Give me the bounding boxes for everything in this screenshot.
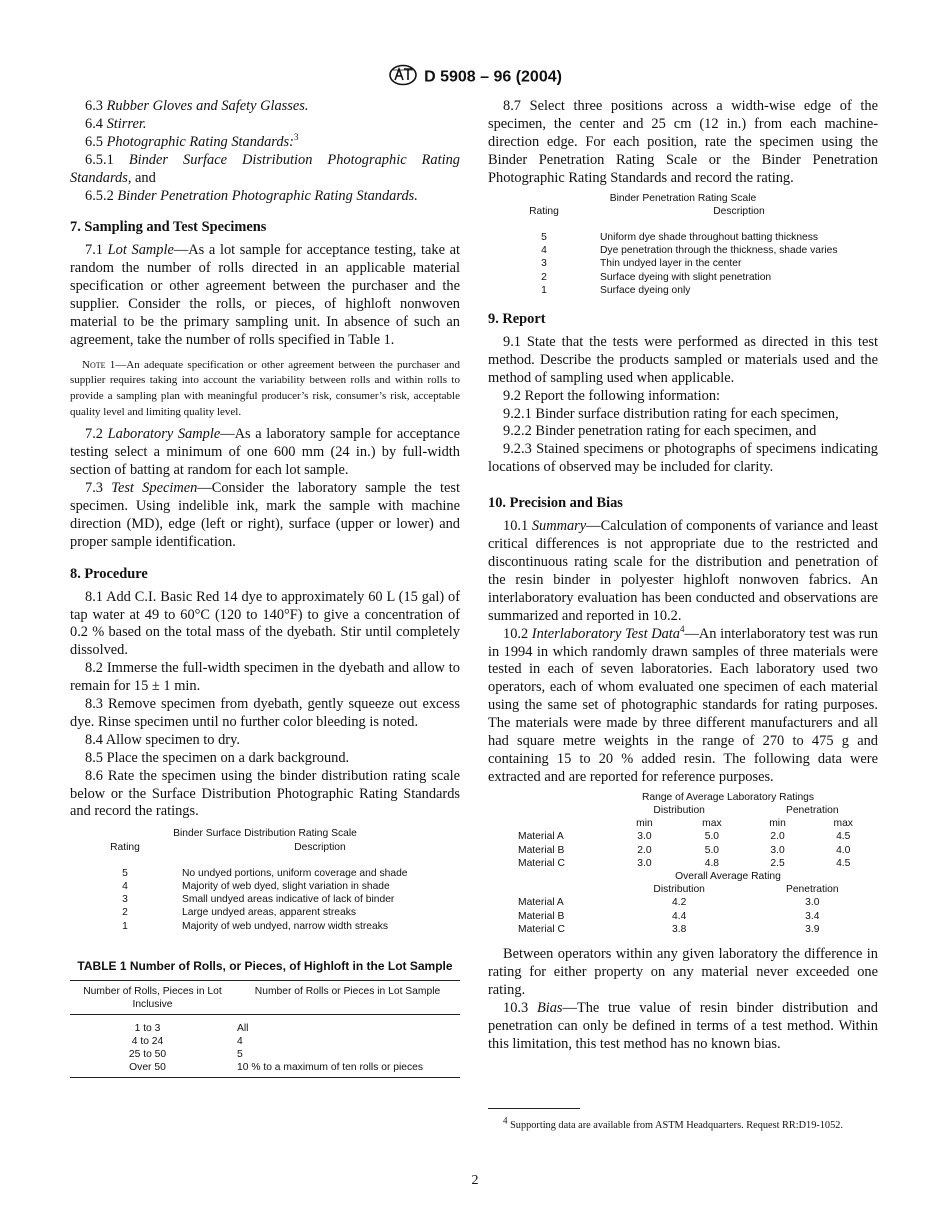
footnote-divider [488, 1108, 580, 1109]
table-row: 4 to 24 4 [131, 1035, 243, 1047]
section-6-5-2: 6.5.2 Binder Penetration Photographic Rating Standards. [85, 187, 418, 204]
paragraph-7-2: 7.2 Laboratory Sample—As a laboratory sample for acceptance testing select a minimum of one 600 mm (24 in.) by full-width section of batting at random for each lot sample. [70, 426, 460, 479]
paragraph-9-1: 9.1 State that the tests were performed as directed in this test method. Describe the products sampled or materials used and the method of sampling used when applicable. [488, 333, 878, 386]
paragraph-8-6: 8.6 Rate the specimen using the binder distribution rating scale below or the Surface Distribution Photographic Rating Standards and record the ratings. [70, 767, 460, 820]
table-row: 4 Dye penetration through the thickness, shade varies [541, 245, 838, 257]
section-6-3: 6.3 Rubber Gloves and Safety Glasses. [85, 98, 309, 114]
paragraph-9-2-1: 9.2.1 Binder surface distribution rating for each specimen, [503, 405, 839, 422]
paragraph-8-3: 8.3 Remove specimen from dyebath, gently squeeze out excess dye. Rinse specimen until no further color bleeding is noted. [70, 696, 460, 730]
surface-scale-table [70, 841, 460, 933]
paragraph-7-3: 7.3 Test Specimen—Consider the laboratory sample the test specimen. Using indelible ink, mark the sample with machine direction (MD), edge (left or right), surface (upper or lower) and proper sample identification. [70, 479, 460, 550]
ilab-overall-title: Overall Average Rating [675, 871, 781, 883]
table-1-caption: TABLE 1 Number of Rolls, or Pieces, of Highloft in the Lot Sample [77, 958, 453, 973]
table-1-header-sample: Number of Rolls or Pieces in Lot Sample [235, 980, 460, 1014]
paragraph-9-2-3: 9.2.3 Stained specimens or photographs of specimens indicating locations of observed may be included for clarity. [488, 441, 878, 476]
table-row: 5 No undyed portions, uniform coverage and shade [122, 867, 408, 879]
paragraph-10-2: 10.2 Interlaboratory Test Data$^4$—An interlaboratory test was run in 1994 in which randomly drawn samples of three materials were tested in each of seven laboratories. Each laboratory used two operators, each of whom evaluated one specimen of each material using the same set of photographic standards for rating purposes. The materials were made by three different manufacturers and all had square metre weights in the range of 270 to 475 g and containing 15 to 20 % added resin. The following data were extracted and are reported for reference purposes. [488, 623, 878, 785]
penetration-scale-table [488, 205, 878, 297]
paragraph-8-5: 8.5 Place the specimen on a dark background. [85, 749, 350, 766]
table-row: Material C 3.0 4.8 2.5 4.5 [518, 857, 851, 869]
paragraph-between-operators: Between operators within any given laboratory the difference in rating for either property on any material never exceeded one rating. [488, 946, 878, 998]
table-row: 3 Small undyed areas indicative of lack of binder [122, 894, 395, 906]
note-1: Note 1—An adequate specification or other agreement between the purchaser and supplier requires taking into account the variability between rolls and within rolls to provide a sampling plan with meaningful producer’s risk, consumer’s risk, acceptable quality level and limiting quality level. [70, 358, 460, 418]
ilab-pen-min-header: min [769, 818, 786, 830]
footnote-4: $^4$ Supporting data are available from ASTM Headquarters. Request RR:D19-1052. [503, 1115, 843, 1131]
paragraph-9-2-2: 9.2.2 Binder penetration rating for each specimen, and [503, 423, 817, 440]
surface-scale-col-description: Description [294, 841, 346, 853]
table-row: 2 Large undyed areas, apparent streaks [122, 907, 357, 919]
section-6-5: 6.5 Photographic Rating Standards:$^3$ [85, 132, 299, 150]
table-row: 3 Thin undyed layer in the center [541, 258, 742, 270]
table-row: Material B 2.0 5.0 3.0 4.0 [518, 844, 851, 856]
penetration-scale-col-rating: Rating [529, 205, 559, 217]
section-6-4: 6.4 Stirrer. [85, 115, 147, 132]
paragraph-8-2: 8.2 Immerse the full-width specimen in the dyebath and allow to remain for 15 ± 1 min. [70, 660, 460, 695]
penetration-scale-col-description: Description [713, 205, 765, 217]
table-row: 1 Majority of web undyed, narrow width streaks [122, 920, 389, 932]
table-row: Material B 4.4 3.4 [518, 910, 820, 922]
interlaboratory-ratings-table [518, 791, 878, 936]
ilab-dist-max-header: max [702, 818, 722, 830]
heading-section-10: 10. Precision and Bias [488, 495, 623, 512]
table-row: Material A 4.2 3.0 [518, 897, 820, 909]
table-row: Over 50 10 % to a maximum of ten rolls or pieces [70, 1061, 460, 1078]
table-row: Material C 3.8 3.9 [518, 923, 820, 935]
astm-logo-icon [388, 64, 418, 91]
ilab-overall-penetration-header: Penetration [785, 884, 839, 896]
ilab-dist-min-header: min [636, 818, 653, 830]
paragraph-10-3: 10.3 Bias—The true value of resin binder distribution and penetration can only be defined in terms of a test method. Within this limitation, this test method has no known bias. [488, 999, 878, 1052]
table-row: 2 Surface dyeing with slight penetration [541, 271, 772, 283]
table-row: 25 to 50 5 [128, 1048, 243, 1060]
penetration-scale-title: Binder Penetration Rating Scale [609, 192, 757, 204]
ilab-overall-distribution-header: Distribution [653, 884, 705, 896]
page-header [0, 64, 950, 91]
penetration-scale [488, 192, 878, 297]
paragraph-7-1: 7.1 Lot Sample—As a lot sample for acceptance testing, take at random the number of rolls directed in an applicable material specification or other agreement between the purchaser and the supplier. Consider the rolls, or pieces, of highloft nonwoven material to be the primary sampling unit. In absence of such an agreement, take the number of rolls specified in Table 1. [70, 242, 460, 348]
ilab-pen-max-header: max [833, 818, 853, 830]
ilab-penetration-header: Penetration [785, 805, 839, 816]
table-row: 4 Majority of web dyed, slight variation in shade [122, 880, 390, 892]
table-row: Material A 3.0 5.0 2.0 4.5 [518, 831, 851, 843]
section-6-5-1: 6.5.1 Binder Surface Distribution Photographic Rating Standards, and [70, 151, 460, 186]
paragraph-8-1: 8.1 Add C.I. Basic Red 14 dye to approximately 60 L (15 gal) of tap water at 49 to 60°C (120 to 140°F) to give a concentration of 0.2 % based on the total mass of the dyebath. Stir until completely dissolved. [70, 588, 460, 659]
left-column [70, 98, 460, 1078]
table-row: 1 Surface dyeing only [541, 284, 691, 296]
paragraph-8-4: 8.4 Allow specimen to dry. [85, 731, 240, 748]
right-column [488, 98, 878, 1053]
ilab-distribution-header: Distribution [653, 805, 705, 816]
heading-section-7: 7. Sampling and Test Specimens [70, 219, 267, 236]
heading-section-9: 9. Report [488, 310, 546, 327]
surface-scale-title: Binder Surface Distribution Rating Scale [173, 828, 357, 840]
paragraph-9-2: 9.2 Report the following information: [503, 387, 721, 404]
heading-section-8: 8. Procedure [70, 565, 148, 582]
surface-distribution-scale [70, 827, 460, 932]
table-1-header-lot: Number of Rolls, Pieces in Lot Inclusive [70, 980, 235, 1014]
table-row: 1 to 3 All [134, 1022, 249, 1034]
table-1 [70, 980, 460, 1078]
surface-scale-col-rating: Rating [110, 841, 140, 853]
table-row: 5 Uniform dye shade throughout batting thickness [541, 231, 819, 243]
paragraph-8-7: 8.7 Select three positions across a width-wise edge of the specimen, the center and 25 cm (12 in.) from each machine-direction edge. For each position, rate the specimen using the Binder Penetration Rating Scale or the Binder Penetration Photographic Rating Standards and record the rating. [488, 98, 878, 186]
ilab-range-title: Range of Average Laboratory Ratings [641, 791, 815, 803]
document-designation: D 5908 – 96 (2004) [424, 68, 562, 86]
paragraph-10-1: 10.1 Summary—Calculation of components of variance and least critical differences is not appropriate due to the restricted and discontinuous rating scale for the distribution and penetration of the resin binder in polyester highloft nonwoven fabrics. An interlaboratory evaluation has been conducted and observations are summarized and reported in 10.2. [488, 518, 878, 624]
page-number: 2 [471, 1173, 479, 1188]
